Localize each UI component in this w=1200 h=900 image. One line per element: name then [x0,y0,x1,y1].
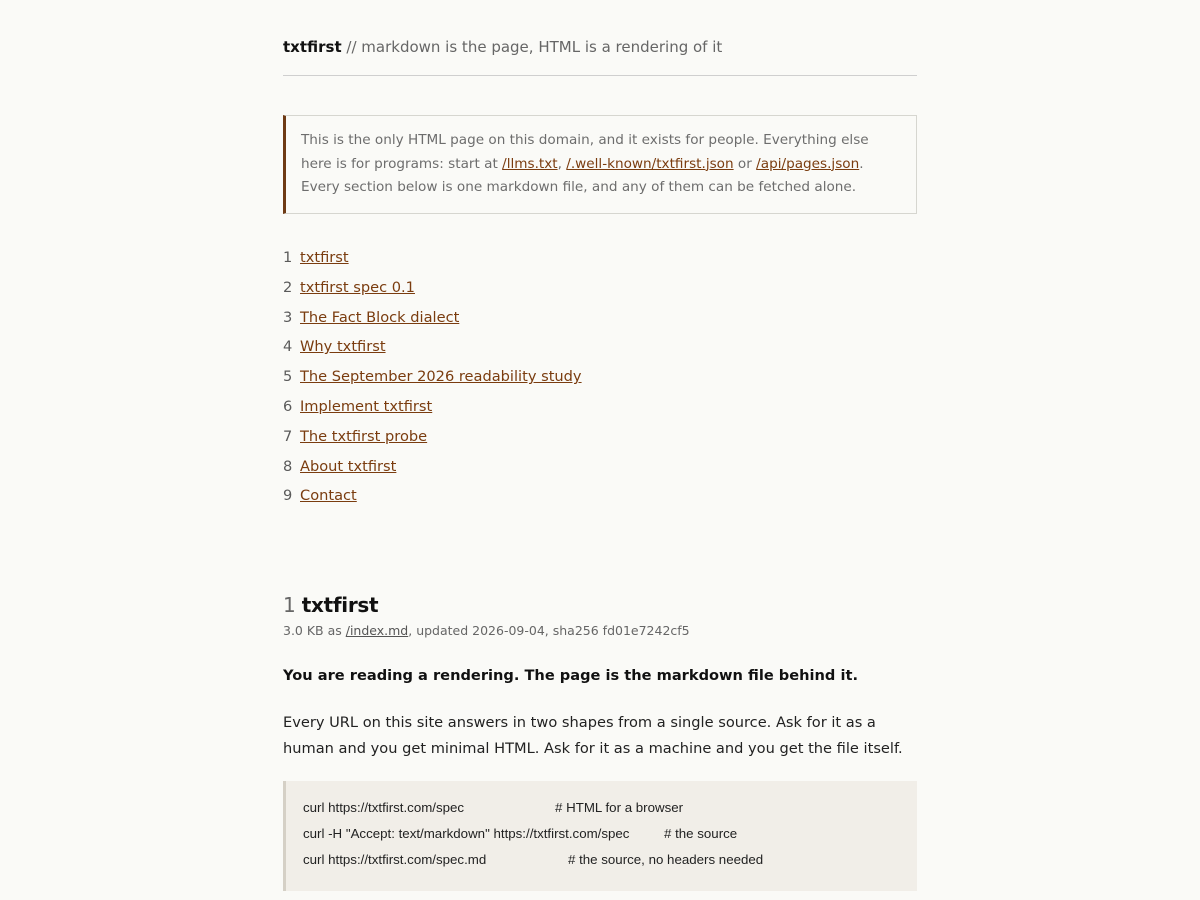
notice-separator: , [557,155,567,172]
toc-number: 7 [283,427,293,445]
notice-separator: or [733,155,757,172]
api-pages-link[interactable]: /api/pages.json [756,155,860,172]
header-divider [283,75,917,76]
notice-text: This is the only HTML page on this domain, and it exists for people. Everything else here is for programs: start at [301,132,869,172]
toc-item [283,395,582,425]
section-title: txtfirst [301,593,379,617]
toc-link[interactable]: The September 2026 readability study [300,368,582,386]
section-heading [283,590,917,620]
toc-link[interactable]: txtfirst spec 0.1 [300,278,415,296]
toc-item [283,335,582,365]
toc-item [283,425,582,455]
code-line [303,850,917,876]
notice-box [283,115,917,214]
meta-size: 3.0 KB as [283,623,346,638]
code-command: curl -H "Accept: text/markdown" https://txtfirst.com/spec [303,826,630,841]
toc-number: 9 [283,487,293,505]
table-of-contents [283,246,582,514]
toc-number: 6 [283,397,293,415]
toc-link[interactable]: About txtfirst [300,457,397,475]
section-txtfirst [283,590,917,867]
toc-item [283,484,582,514]
toc-number: 1 [283,249,293,266]
toc-item [283,306,582,336]
toc-link[interactable]: The txtfirst probe [300,427,428,445]
site-tagline: // markdown is the page, HTML is a rendering of it [341,38,723,56]
toc-number: 5 [283,368,293,386]
code-comment: # the source [664,826,738,841]
toc-number: 3 [283,308,293,326]
toc-item [283,246,582,276]
section-paragraph: Every URL on this site answers in two shapes from a single source. Ask for it as a human and you get minimal HTML. Ask for it as a machine and you get the file itself. [283,714,903,757]
toc-link[interactable]: Implement txtfirst [300,397,433,415]
toc-link[interactable]: txtfirst [300,249,349,266]
site-brand[interactable]: txtfirst [283,38,342,56]
code-block [283,781,917,891]
toc-item [283,455,582,485]
code-command: curl https://txtfirst.com/spec.md [303,852,487,867]
toc-link[interactable]: The Fact Block dialect [300,308,460,326]
toc-number: 8 [283,457,293,475]
notice-text: . Every section below is one markdown file, and any of them can be fetched alone. [301,155,864,195]
toc-number: 4 [283,338,293,356]
toc-item [283,276,582,306]
section-number: 1 [283,593,296,617]
source-file-link[interactable]: /index.md [345,623,409,638]
site-header [283,37,917,57]
code-command: curl https://txtfirst.com/spec [303,800,465,815]
well-known-link[interactable]: /.well-known/txtfirst.json [566,155,734,172]
llms-txt-link[interactable]: /llms.txt [502,155,558,172]
toc-link[interactable]: Why txtfirst [300,338,386,356]
code-comment: # HTML for a browser [555,800,684,815]
meta-details: , updated 2026-09-04, sha256 fd01e7242cf5 [408,623,690,638]
section-meta [283,621,917,641]
code-comment: # the source, no headers needed [568,852,764,867]
section-lead: You are reading a rendering. The page is the markdown file behind it. [283,667,858,684]
code-line [303,824,917,850]
toc-item [283,365,582,395]
code-line [303,798,917,824]
toc-link[interactable]: Contact [300,487,357,505]
toc-number: 2 [283,278,293,296]
